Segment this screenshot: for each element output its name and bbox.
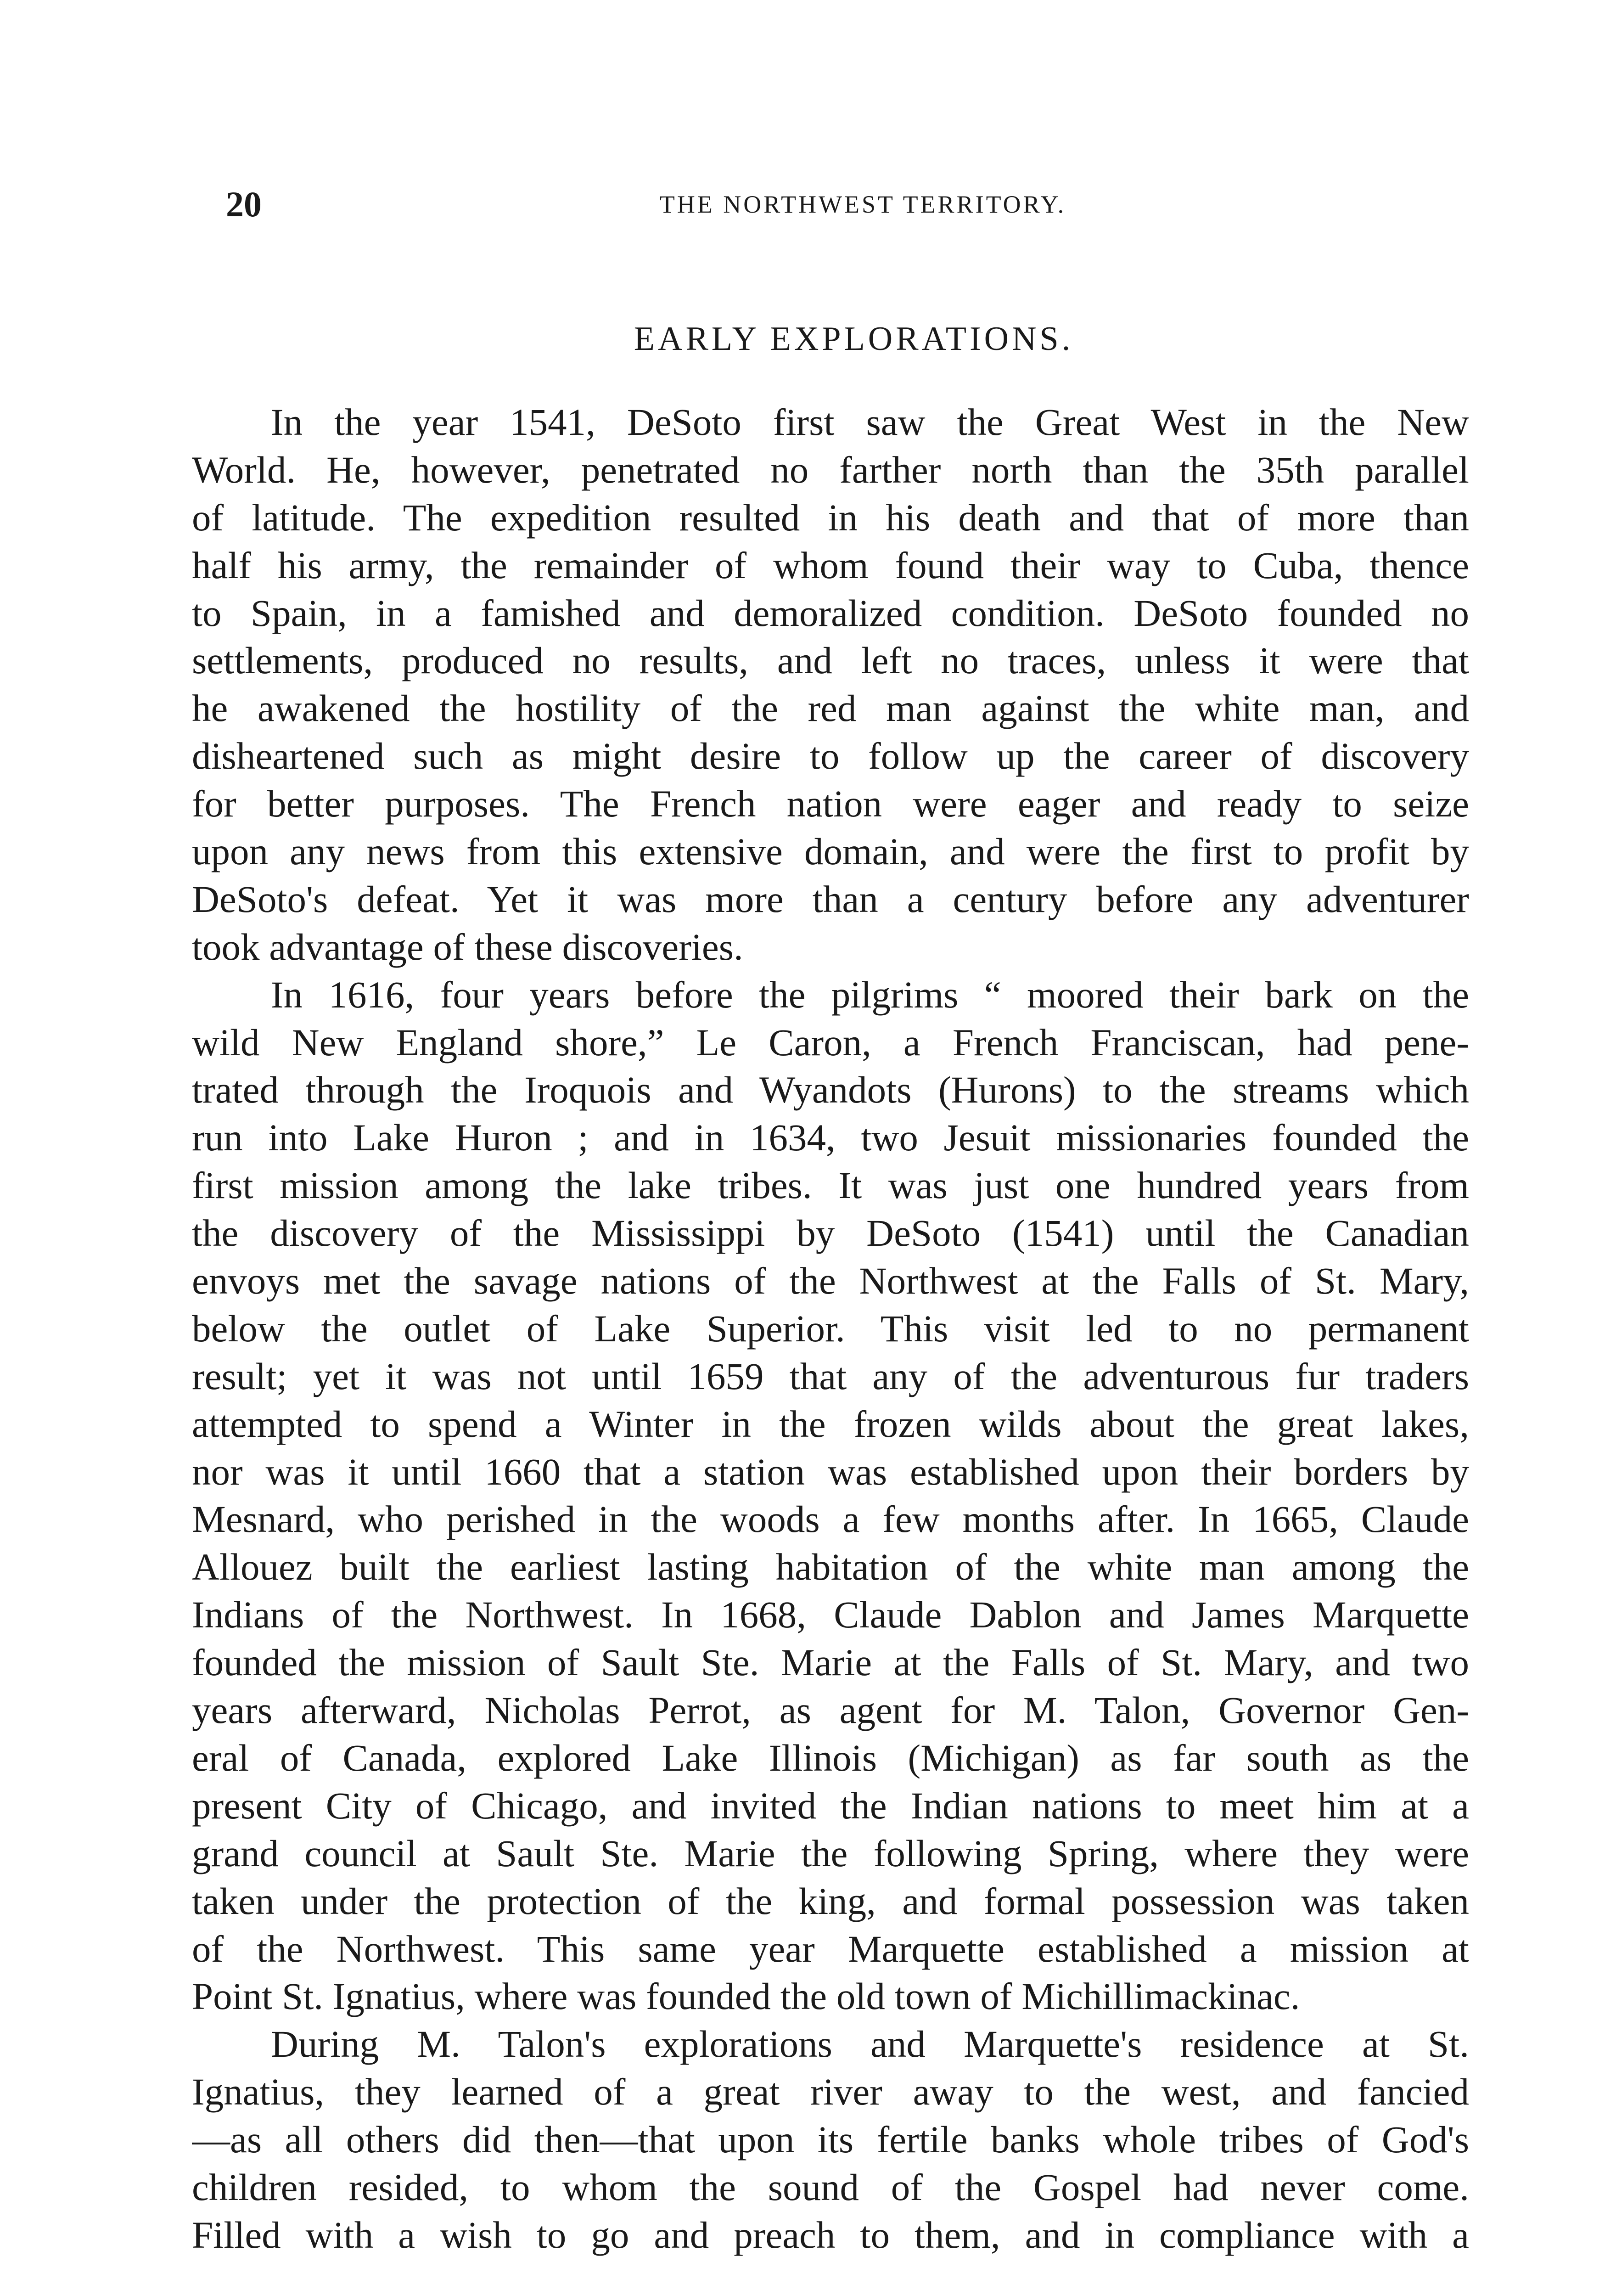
text-line: Allouez built the earliest lasting habitation of the white man among the [192,1546,1469,1588]
text-line: below the outlet of Lake Superior. This visit led to no permanent [192,1307,1469,1350]
text-line: During M. Talon's explorations and Marquette's residence at St. [271,2023,1469,2065]
text-line: years afterward, Nicholas Perrot, as agent for M. Talon, Governor Gen- [192,1689,1469,1732]
text-line: took advantage of these discoveries. [192,925,743,968]
page-header [226,181,1481,227]
text-line: envoys met the savage nations of the Northwest at the Falls of St. Mary, [192,1260,1469,1302]
text-line: taken under the protection of the king, and formal possession was taken [192,1880,1469,1922]
text-line: Indians of the Northwest. In 1668, Claude Dablon and James Marquette [192,1593,1469,1636]
text-line: In the year 1541, DeSoto first saw the Great West in the New [271,401,1469,443]
text-line: he awakened the hostility of the red man against the white man, and [192,687,1469,730]
text-line: Mesnard, who perished in the woods a few months after. In 1665, Claude [192,1498,1469,1541]
text-line: disheartened such as might desire to follow up the career of discovery [192,735,1469,777]
text-line: settlements, produced no results, and left no traces, unless it were that [192,639,1469,682]
text-line: children resided, to whom the sound of the Gospel had never come. [192,2166,1469,2208]
text-line: attempted to spend a Winter in the frozen wilds about the great lakes, [192,1402,1469,1445]
text-line: Ignatius, they learned of a great river away to the west, and fancied [192,2071,1469,2113]
text-line: grand council at Sault Ste. Marie the following Spring, where they were [192,1832,1469,1874]
text-line: of the Northwest. This same year Marquette established a mission at [192,1927,1469,1970]
text-line: —as all others did then—that upon its fertile banks whole tribes of God's [192,2118,1469,2161]
text-line: first mission among the lake tribes. It was just one hundred years from [192,1164,1469,1207]
text-line: Filled with a wish to go and preach to them, and in compliance with a [192,2213,1469,2256]
text-line: World. He, however, penetrated no farther north than the 35th parallel [192,448,1469,491]
text-line: of latitude. The expedition resulted in his death and that of more than [192,496,1469,539]
text-line: nor was it until 1660 that a station was established upon their borders by [192,1450,1469,1493]
text-line: trated through the Iroquois and Wyandots (Hurons) to the streams which [192,1069,1469,1111]
text-line: wild New England shore,” Le Caron, a French Franciscan, had pene- [192,1021,1469,1064]
text-line: DeSoto's defeat. Yet it was more than a century before any adventurer [192,878,1469,920]
section-heading: EARLY EXPLORATIONS. [634,320,1074,358]
text-line: founded the mission of Sault Ste. Marie at the Falls of St. Mary, and two [192,1641,1469,1684]
text-line: run into Lake Huron ; and in 1634, two Jesuit missionaries founded the [192,1116,1469,1159]
text-line: In 1616, four years before the pilgrims “ moored their bark on the [271,973,1469,1016]
text-line: result; yet it was not until 1659 that any of the adventurous fur traders [192,1355,1469,1397]
text-line: present City of Chicago, and invited the Indian nations to meet him at a [192,1784,1469,1827]
text-line: upon any news from this extensive domain, and were the first to profit by [192,830,1469,873]
text-line: Point St. Ignatius, where was founded the old town of Michillimackinac. [192,1975,1300,2018]
text-line: the discovery of the Mississippi by DeSoto (1541) until the Canadian [192,1212,1469,1255]
text-line: for better purposes. The French nation were eager and ready to seize [192,782,1469,825]
body-text [192,399,1469,2259]
text-line: eral of Canada, explored Lake Illinois (Michigan) as far south as the [192,1736,1469,1779]
running-title: THE NORTHWEST TERRITORY. [659,191,1066,218]
text-line: to Spain, in a famished and demoralized condition. DeSoto founded no [192,591,1469,634]
text-line: half his army, the remainder of whom found their way to Cuba, thence [192,544,1469,586]
page-number: 20 [226,184,262,224]
